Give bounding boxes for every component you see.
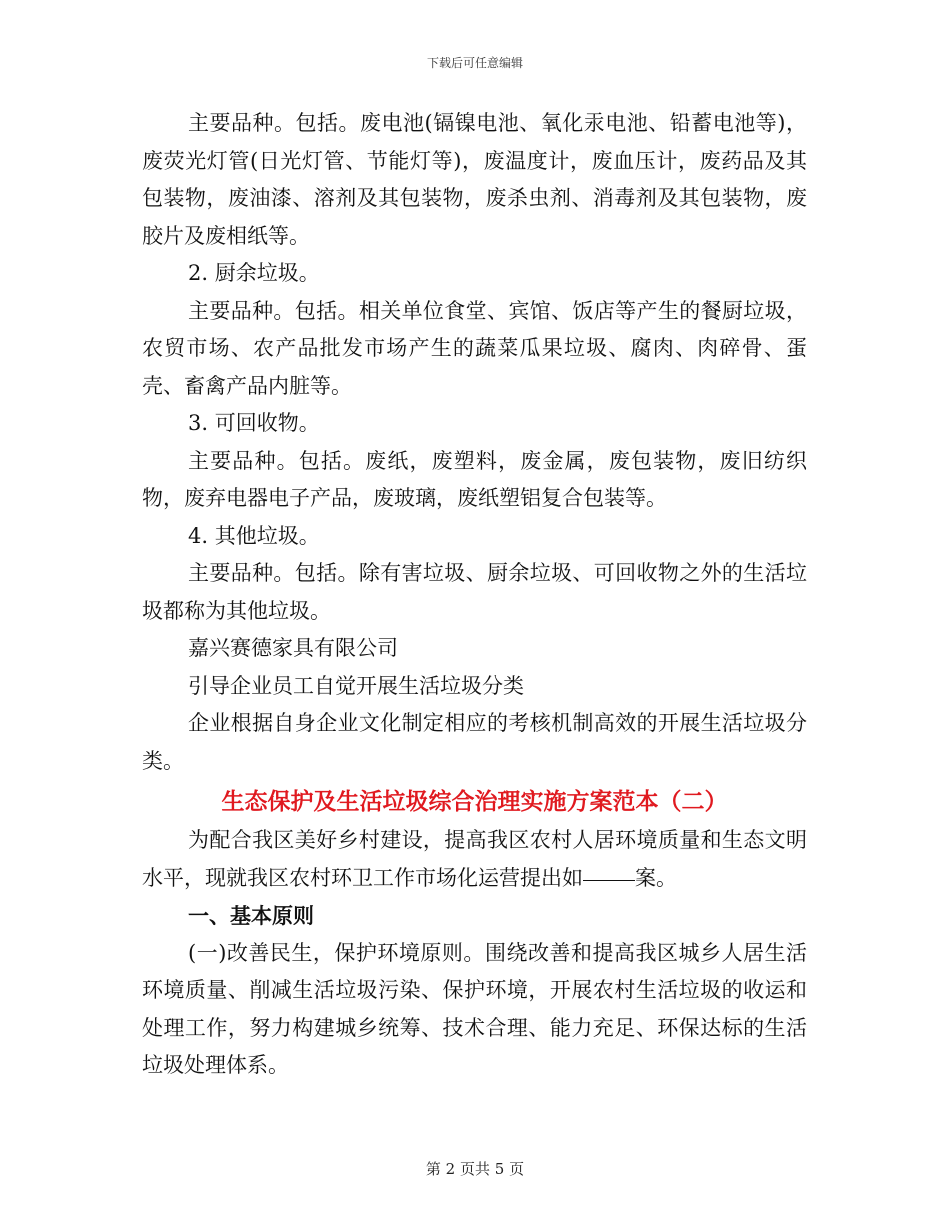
page-footer: 第 2 页共 5 页 (425, 1160, 525, 1178)
fill-blank (583, 879, 635, 881)
intro-text-end: 案。 (635, 865, 677, 890)
principle-one: (一)改善民生，保护环境原则。围绕改善和提高我区城乡人居生活环境质量、削减生活垃圾污染、保护环境，开展农村生活垃圾的收运和处理工作，努力构建城乡统筹、技术合理、能力充足、环保达标的生活垃圾处理体系。 (142, 940, 807, 1077)
item-heading-kitchen-waste: 2. 厨余垃圾。 (188, 261, 320, 285)
paragraph-kitchen-items: 主要品种。包括。相关单位食堂、宾馆、饭店等产生的餐厨垃圾，农贸市场、农产品批发市场产生的蔬菜瓜果垃圾、腐肉、肉碎骨、蛋壳、畜禽产品内脏等。 (142, 298, 807, 398)
item-heading-other-waste: 4. 其他垃圾。 (188, 523, 320, 548)
page-header: 下载后可任意编辑 (426, 56, 523, 70)
document-body (142, 105, 807, 1085)
company-initiative: 引导企业员工自觉开展生活垃圾分类 (188, 673, 524, 698)
heading-basic-principles: 一、基本原则 (188, 903, 314, 928)
item-heading-recyclables: 3. 可回收物。 (188, 411, 320, 435)
paragraph-recyclable-items: 主要品种。包括。废纸，废塑料，废金属，废包装物，废旧纺织物，废弃电器电子产品，废玻璃，废纸塑铝复合包装等。 (142, 448, 807, 510)
intro-text: 为配合我区美好乡村建设，提高我区农村人居环境质量和生态文明水平，现就我区农村环卫工作市场化运营提出如 (142, 828, 807, 890)
company-name: 嘉兴赛德家具有限公司 (188, 636, 398, 660)
paragraph-hazardous-items: 主要品种。包括。废电池(镉镍电池、氧化汞电池、铅蓄电池等)，废荧光灯管(日光灯管、节能灯等)，废温度计，废血压计，废药品及其包装物，废油漆、溶剂及其包装物，废杀虫剂、消毒剂及其包装物，废胶片及废相纸等。 (142, 111, 807, 248)
company-description: 企业根据自身企业文化制定相应的考核机制高效的开展生活垃圾分类。 (142, 711, 807, 773)
intro-paragraph (142, 822, 807, 897)
paragraph-other-items: 主要品种。包括。除有害垃圾、厨余垃圾、可回收物之外的生活垃圾都称为其他垃圾。 (142, 561, 807, 623)
section-title: 生态保护及生活垃圾综合治理实施方案范本（二） (221, 788, 728, 815)
